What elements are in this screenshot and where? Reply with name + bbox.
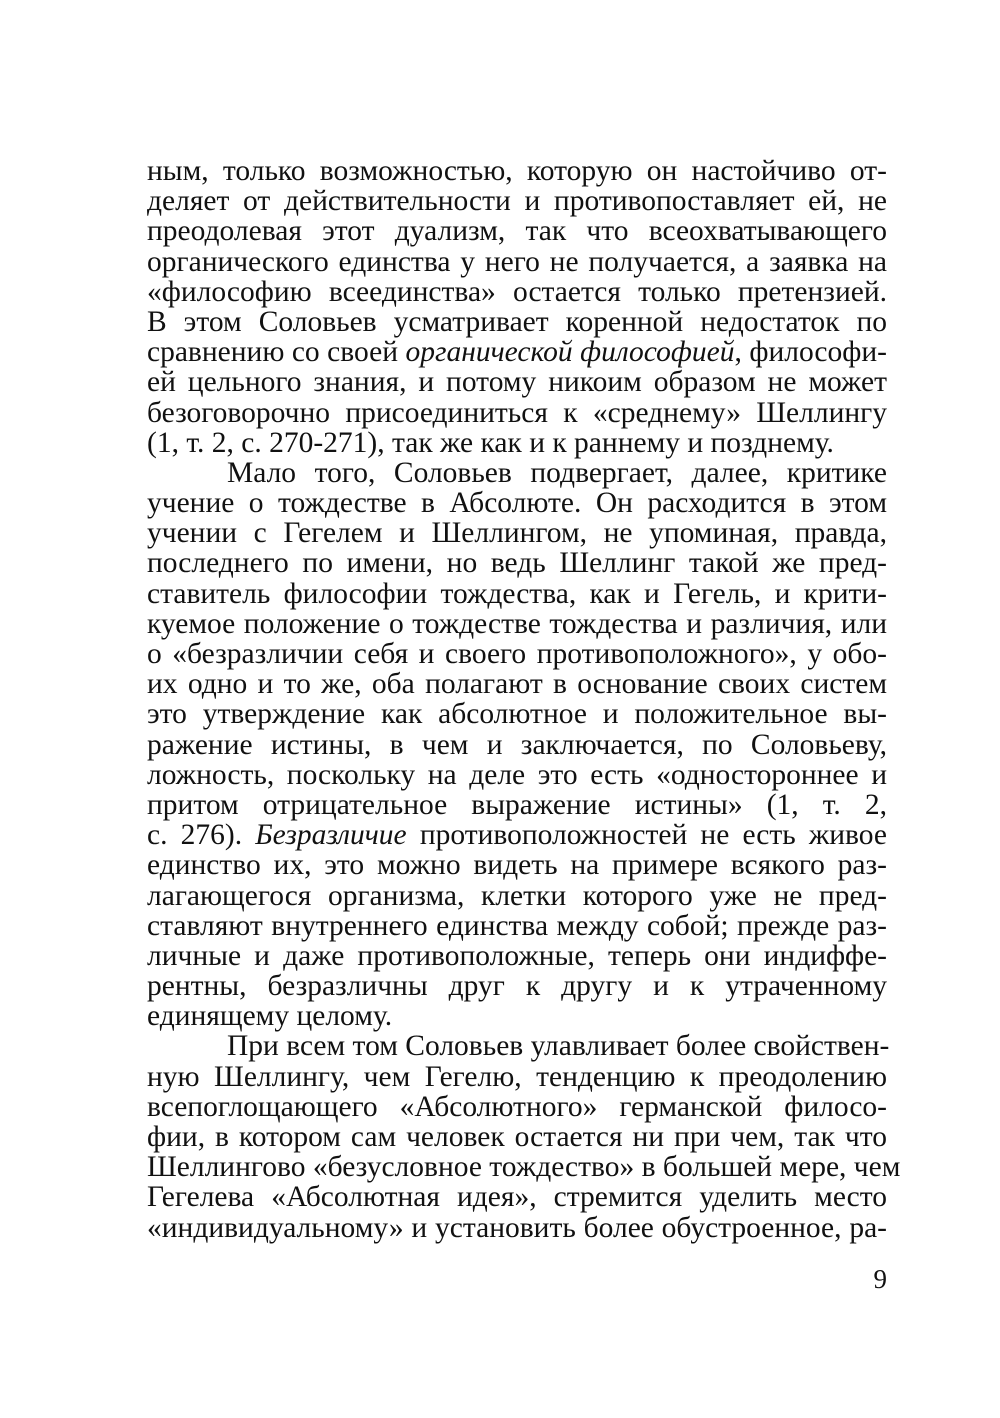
text-line: это утверждение как абсолютное и положительное вы- bbox=[147, 698, 887, 731]
text-line: о «безразличии себя и своего противоположного», у обо- bbox=[147, 638, 887, 670]
text-line: преодолевая этот дуализм, так что всеохватывающего bbox=[147, 215, 887, 248]
text-line: фии, в котором сам человек остается ни при чем, так что bbox=[147, 1121, 887, 1153]
text-line: рентны, безразличны друг к другу и к утраченному bbox=[147, 970, 887, 1003]
text-line: единство их, это можно видеть на примере всякого раз- bbox=[147, 849, 887, 882]
page-text-block bbox=[147, 155, 901, 1244]
text-line: куемое положение о тождестве тождества и различия, или bbox=[147, 607, 887, 640]
text-line: лагающегося организма, клетки которого уже не пред- bbox=[147, 879, 887, 912]
text-run: с. 276). bbox=[147, 819, 256, 852]
text-line: деляет от действительности и противопоставляет ей, не bbox=[147, 185, 887, 218]
paragraph bbox=[147, 156, 887, 458]
italic-term: Безразличие bbox=[255, 819, 407, 852]
text-line: «индивидуальному» и установить более обустроенное, ра- bbox=[147, 1211, 887, 1244]
page-number: 9 bbox=[873, 1264, 887, 1294]
text-line: ставитель философии тождества, как и Гегель, и крити- bbox=[147, 577, 887, 610]
text-run: противоположностей не есть живое bbox=[406, 819, 887, 852]
text-line: всепоглощающего «Абсолютного» германской филосо- bbox=[147, 1090, 887, 1123]
text-line: В этом Соловьев усматривает коренной недостаток по bbox=[147, 305, 887, 338]
paragraph bbox=[147, 1030, 901, 1244]
text-line: «философию всеединства» остается только претензией. bbox=[147, 275, 887, 308]
text-line: учение о тождестве в Абсолюте. Он расходится в этом bbox=[147, 487, 887, 520]
text-line: ей цельного знания, и потому никоим образом не может bbox=[147, 366, 887, 399]
text-line: учении с Гегелем и Шеллингом, не упоминая, правда, bbox=[147, 517, 887, 550]
text-line: Мало того, Соловьев подвергает, далее, критике bbox=[227, 456, 887, 489]
text-run: сравнению со своей bbox=[147, 336, 406, 369]
text-run: , философи- bbox=[734, 336, 888, 369]
text-line: безоговорочно присоединиться к «среднему» Шеллингу bbox=[147, 396, 887, 429]
text-line: ражение истины, в чем и заключается, по Соловьеву, bbox=[147, 728, 887, 761]
text-line: единящему целому. bbox=[147, 1000, 393, 1033]
text-line: органического единства у него не получается, а заявка на bbox=[147, 245, 887, 278]
italic-term: органической философией bbox=[405, 336, 735, 369]
text-line: притом отрицательное выражение истины» (1, т. 2, bbox=[147, 788, 887, 821]
text-line: ным, только возможностью, которую он настойчиво от- bbox=[147, 155, 887, 187]
paragraph bbox=[147, 458, 887, 1032]
text-line bbox=[147, 337, 887, 367]
text-line: (1, т. 2, с. 270-271), так же как и к раннему и позднему. bbox=[147, 426, 834, 459]
text-line: последнего по имени, но ведь Шеллинг такой же пред- bbox=[147, 547, 887, 580]
text-line: Гегелева «Абсолютная идея», стремится уделить место bbox=[147, 1181, 887, 1214]
text-line: их одно и то же, оба полагают в основание своих систем bbox=[147, 668, 887, 701]
text-line: ную Шеллингу, чем Гегелю, тенденцию к преодолению bbox=[147, 1060, 887, 1093]
text-line: ставляют внутреннего единства между собой; прежде раз- bbox=[147, 909, 887, 942]
text-line bbox=[147, 820, 887, 850]
text-line: ложность, поскольку на деле это есть «одностороннее и bbox=[147, 758, 887, 791]
text-line: При всем том Соловьев улавливает более свойствен- bbox=[227, 1030, 890, 1063]
text-line: Шеллингово «безусловное тождество» в большей мере, чем bbox=[147, 1151, 901, 1184]
text-line: личные и даже противоположные, теперь они индиффе- bbox=[147, 939, 887, 972]
